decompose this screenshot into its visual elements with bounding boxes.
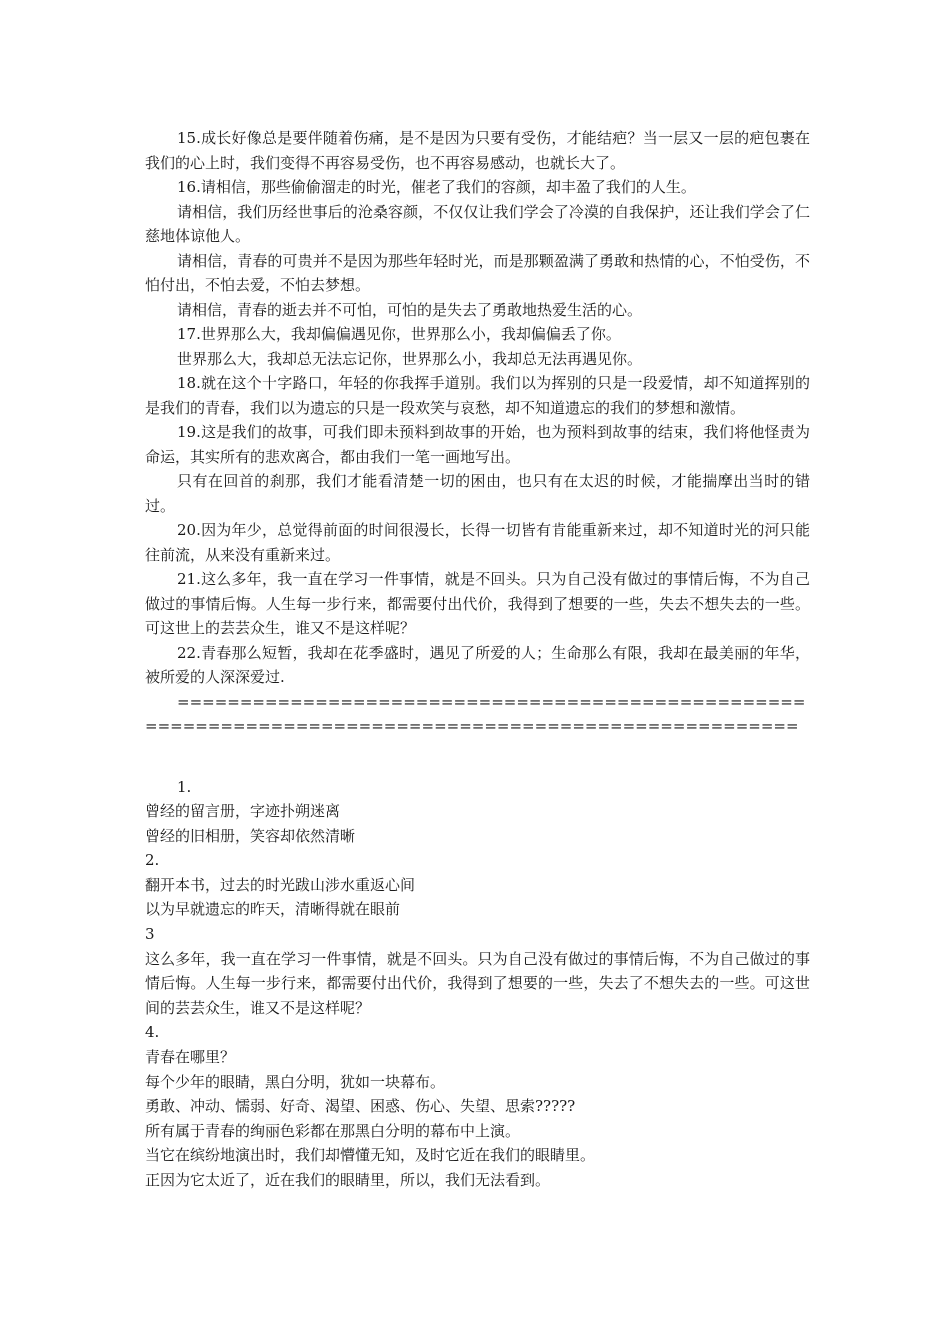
- paragraph: 22.青春那么短暂，我却在花季盛时，遇见了所爱的人；生命那么有限，我却在最美丽的年华，被所爱的人深深爱过.: [145, 643, 810, 686]
- list-item: 正因为它太近了，近在我们的眼睛里，所以，我们无法看到。: [145, 1171, 551, 1189]
- paragraph: 请相信，青春的可贵并不是因为那些年轻时光，而是那颗盈满了勇敢和热情的心，不怕受伤，不怕付出，不怕去爱，不怕去梦想。: [145, 251, 810, 294]
- list-item: 勇敢、冲动、懦弱、好奇、渴望、困惑、伤心、失望、思索?????: [145, 1097, 576, 1116]
- list-item: 翻开本书，过去的时光跋山涉水重返心间: [145, 875, 416, 894]
- separator-line: ======================================================================================================: [145, 692, 806, 735]
- document-page: [145, 126, 810, 1193]
- paragraph: 21.这么多年，我一直在学习一件事情，就是不回头。只为自己没有做过的事情后悔，不为自己做过的事情后悔。人生每一步行来，都需要付出代价，我得到了想要的一些，失去不想失去的一些。可这世上的芸芸众生，谁又不是这样呢？: [145, 570, 810, 637]
- list-item: 这么多年，我一直在学习一件事情，就是不回头。只为自己没有做过的事情后悔，不为自己做过的事情后悔。人生每一步行来，都需要付出代价，我得到了想要的一些，失去了不想失去的一些。可这世间的芸芸众生，谁又不是这样呢？: [145, 949, 810, 1017]
- paragraph: 世界那么大，我却总无法忘记你，世界那么小，我却总无法再遇见你。: [177, 349, 643, 368]
- list-item: 曾经的旧相册，笑容却依然清晰: [145, 826, 356, 845]
- list-item: 以为早就遗忘的昨天，清晰得就在眼前: [145, 900, 401, 919]
- paragraph: 17.世界那么大，我却偏偏遇见你，世界那么小，我却偏偏丢了你。: [177, 325, 621, 343]
- spacer: [145, 739, 810, 775]
- list-item: 曾经的留言册，字迹扑朔迷离: [145, 802, 341, 821]
- paragraph: 19.这是我们的故事，可我们即未预料到故事的开始，也为预料到故事的结束，我们将他怪责为命运，其实所有的悲欢离合，都由我们一笔一画地写出。: [145, 423, 810, 466]
- paragraph: 只有在回首的刹那，我们才能看清楚一切的困由，也只有在太迟的时候，才能揣摩出当时的错过。: [145, 472, 810, 515]
- list-item: 青春在哪里？: [145, 1048, 236, 1067]
- paragraph: 16.请相信，那些偷偷溜走的时光，催老了我们的容颜，却丰盈了我们的人生。: [177, 178, 696, 196]
- paragraph: 15.成长好像总是要伴随着伤痛，是不是因为只要有受伤，才能结疤？当一层又一层的疤包裹在我们的心上时，我们变得不再容易受伤，也不再容易感动，也就长大了。: [145, 129, 810, 172]
- paragraph: 18.就在这个十字路口，年轻的你我挥手道别。我们以为挥别的只是一段爱情，却不知道挥别的是我们的青春，我们以为遗忘的只是一段欢笑与哀愁，却不知道遗忘的我们的梦想和激情。: [145, 374, 810, 417]
- list-item: 每个少年的眼睛，黑白分明，犹如一块幕布。: [145, 1072, 446, 1091]
- paragraph: 请相信，我们历经世事后的沧桑容颜，不仅仅让我们学会了冷漠的自我保护，还让我们学会了仁慈地体谅他人。: [145, 202, 810, 245]
- list-item: 所有属于青春的绚丽色彩都在那黑白分明的幕布中上演。: [145, 1121, 521, 1140]
- paragraph: 请相信，青春的逝去并不可怕，可怕的是失去了勇敢地热爱生活的心。: [177, 300, 643, 319]
- list-item: 当它在缤纷地演出时，我们却懵懂无知，及时它近在我们的眼睛里。: [145, 1146, 596, 1165]
- section-quotes: [145, 126, 810, 690]
- list-item: 3: [145, 925, 155, 944]
- paragraph: 20.因为年少，总觉得前面的时间很漫长，长得一切皆有肯能重新来过，却不知道时光的河只能往前流，从来没有重新来过。: [145, 521, 810, 564]
- section-poems: [145, 775, 810, 1193]
- list-item: 1.: [177, 777, 192, 796]
- list-item: 2.: [145, 851, 160, 870]
- list-item: 4.: [145, 1023, 160, 1042]
